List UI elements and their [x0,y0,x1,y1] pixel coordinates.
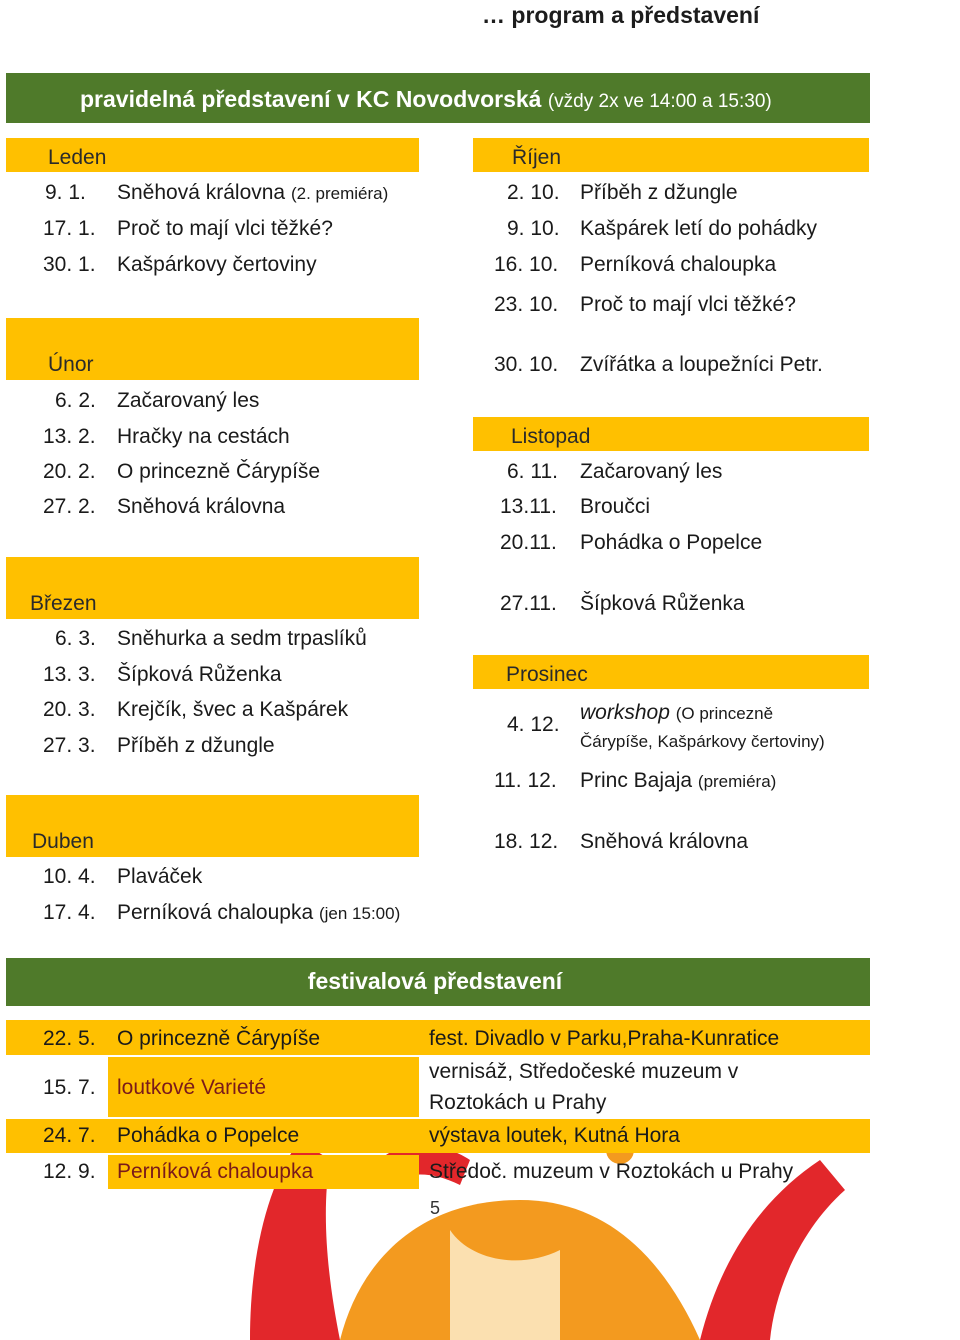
event-date: 6. 2. [55,389,96,412]
event-title: Hračky na cestách [117,425,290,448]
event-title: Proč to mají vlci těžké? [117,217,333,240]
event-title [117,900,400,927]
event-title: Začarovaný les [117,389,260,412]
event-date: 27.11. [500,592,557,615]
festival-venue: fest. Divadlo v Parku,Praha-Kunratice [429,1027,780,1050]
festival-header: festivalová představení [307,968,563,994]
event-date: 27. 2. [43,495,96,518]
event-title: Kašpárek letí do pohádky [580,217,817,240]
event-title [117,180,388,207]
event-date: 20.11. [500,531,557,554]
month-label-listopad: Listopad [511,425,591,448]
event-title: O princezně Čárypíše [117,460,321,483]
event-title-text: Princ Bajaja [580,769,693,792]
event-date: 27. 3. [43,734,96,757]
event-date: 6. 3. [55,627,96,650]
event-title: Zvířátka a loupežníci Petr. [580,353,823,376]
festival-title: O princezně Čárypíše [117,1027,321,1050]
event-title: Pohádka o Popelce [580,531,763,554]
event-date: 11. 12. [494,769,557,792]
event-date: 4. 12. [507,713,560,736]
event-date: 16. 10. [494,253,559,276]
event-title: Broučci [580,495,651,518]
festival-title: Perníková chaloupka [117,1160,314,1183]
page-number: 5 [430,1198,441,1218]
festival-title: loutkové Varieté [117,1076,267,1099]
event-date: 23. 10. [494,293,559,316]
event-date: 13. 3. [43,663,96,686]
event-title-text: Perníková chaloupka [117,901,314,924]
month-label-unor: Únor [48,353,94,376]
event-title: Proč to mají vlci těžké? [580,293,796,316]
event-date: 2. 10. [507,181,560,204]
event-title [580,700,773,727]
festival-date: 15. 7. [43,1076,96,1099]
event-note: (jen 15:00) [318,904,401,923]
event-title-text: Sněhová královna [117,181,286,204]
event-date: 10. 4. [43,865,96,888]
event-title: Sněhová královna [117,495,286,518]
event-note: (O princezně [675,704,774,723]
event-title: Plaváček [117,865,203,888]
month-label-duben: Duben [32,830,94,853]
event-note: Čárypíše, Kašpárkovy čertoviny) [580,732,825,751]
festival-venue: vernisáž, Středočeské muzeum v [429,1060,739,1083]
festival-date: 22. 5. [43,1027,96,1050]
event-date: 9. 10. [507,217,560,240]
page-title: … program a představení [482,2,760,28]
main-header-title: pravidelná představení v KC Novodvorská [80,86,542,112]
event-date: 17. 4. [43,901,96,924]
event-note: (2. premiéra) [290,184,389,203]
event-date: 6. 11. [507,460,558,483]
event-date: 13. 2. [43,425,96,448]
month-label-leden: Leden [48,146,107,169]
month-label-prosinec: Prosinec [506,663,588,686]
event-date: 30. 1. [43,253,96,276]
event-title: Šípková Růženka [580,592,745,615]
event-title: Příběh z džungle [117,734,275,757]
month-label-rijen: Říjen [512,146,562,169]
festival-date: 24. 7. [43,1124,96,1147]
event-title: Sněhová královna [580,830,749,853]
main-header [80,86,772,115]
event-title: Krejčík, švec a Kašpárek [117,698,349,721]
event-date: 30. 10. [494,353,559,376]
event-date: 20. 3. [43,698,96,721]
event-date: 17. 1. [43,217,96,240]
event-title: Šípková Růženka [117,663,282,686]
event-note: (premiéra) [697,772,777,791]
event-date: 18. 12. [494,830,559,853]
month-label-brezen: Březen [30,592,97,615]
event-date: 20. 2. [43,460,96,483]
event-title: Začarovaný les [580,460,723,483]
event-title: Sněhurka a sedm trpaslíků [117,627,367,650]
festival-venue: výstava loutek, Kutná Hora [429,1124,680,1147]
event-title [580,768,776,795]
festival-venue: Roztokách u Prahy [429,1091,607,1114]
event-date: 13.11. [500,495,557,518]
event-title: Příběh z džungle [580,181,738,204]
festival-date: 12. 9. [43,1160,96,1183]
event-title: Perníková chaloupka [580,253,777,276]
event-date: 9. 1. [45,181,86,204]
main-header-note: (vždy 2x ve 14:00 a 15:30) [547,91,772,112]
festival-venue: Středoč. muzeum v Roztokách u Prahy [429,1160,794,1183]
event-title-text: workshop [580,701,670,724]
event-title: Kašpárkovy čertoviny [117,253,317,276]
festival-title: Pohádka o Popelce [117,1124,300,1147]
